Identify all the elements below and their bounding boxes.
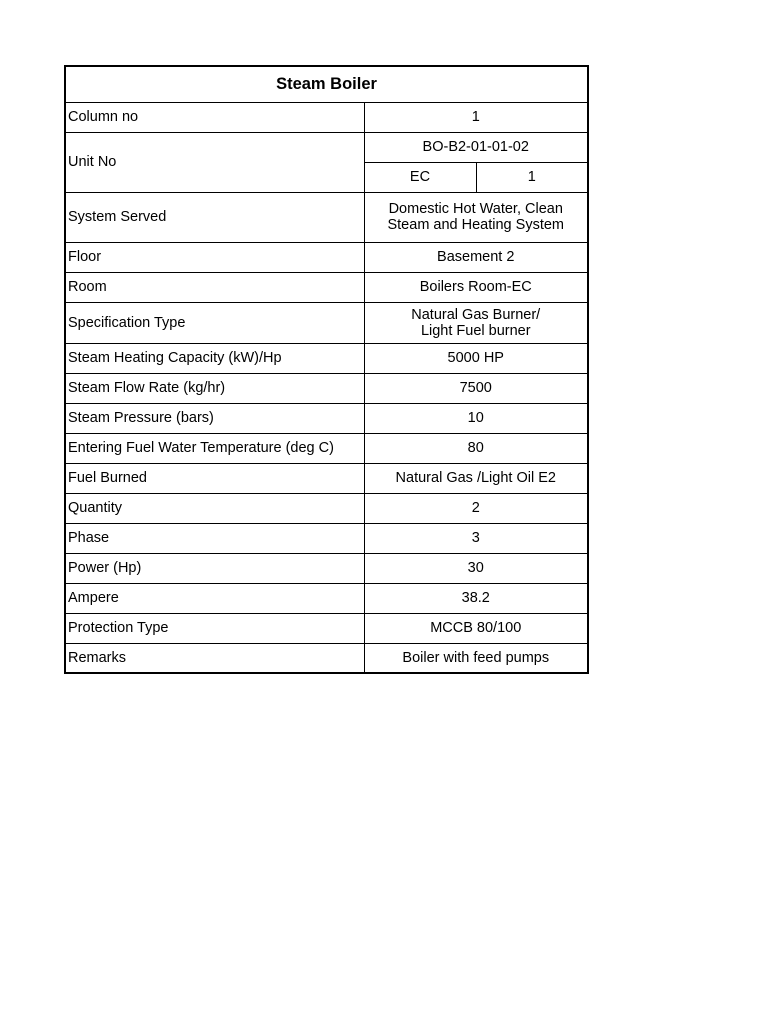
row-label-fuel-burned: Fuel Burned <box>65 463 364 493</box>
row-value-unit-no-ec-value: 1 <box>476 162 588 192</box>
row-label-steam-heating-capacity: Steam Heating Capacity (kW)/Hp <box>65 343 364 373</box>
row-value-specification-type <box>364 302 588 343</box>
row-label-system-served: System Served <box>65 192 364 242</box>
specification-type-line-1: Natural Gas Burner/ <box>411 306 541 323</box>
row-value-steam-pressure: 10 <box>364 403 588 433</box>
title-row <box>65 66 588 102</box>
table-row <box>65 242 588 272</box>
row-label-specification-type: Specification Type <box>65 302 364 343</box>
row-value-quantity: 2 <box>364 493 588 523</box>
table-row <box>65 403 588 433</box>
steam-boiler-table <box>64 65 589 674</box>
table-row <box>65 553 588 583</box>
row-label-column-no: Column no <box>65 102 364 132</box>
row-label-ampere: Ampere <box>65 583 364 613</box>
table-row <box>65 373 588 403</box>
row-label-power: Power (Hp) <box>65 553 364 583</box>
row-value-unit-no-ec-label: EC <box>364 162 476 192</box>
table-row <box>65 302 588 343</box>
row-value-steam-flow-rate: 7500 <box>364 373 588 403</box>
row-value-steam-heating-capacity: 5000 HP <box>364 343 588 373</box>
system-served-line-2: Steam and Heating System <box>387 217 564 233</box>
row-value-floor: Basement 2 <box>364 242 588 272</box>
row-label-phase: Phase <box>65 523 364 553</box>
row-value-column-no: 1 <box>364 102 588 132</box>
row-value-power: 30 <box>364 553 588 583</box>
row-label-floor: Floor <box>65 242 364 272</box>
row-label-entering-fuel-water-temperature: Entering Fuel Water Temperature (deg C) <box>65 433 364 463</box>
table-row <box>65 192 588 242</box>
row-value-ampere: 38.2 <box>364 583 588 613</box>
row-label-steam-pressure: Steam Pressure (bars) <box>65 403 364 433</box>
table-row <box>65 343 588 373</box>
table-row <box>65 613 588 643</box>
table-row <box>65 272 588 302</box>
table-row <box>65 523 588 553</box>
row-value-fuel-burned: Natural Gas /Light Oil E2 <box>364 463 588 493</box>
row-label-unit-no: Unit No <box>65 132 364 192</box>
table-row <box>65 463 588 493</box>
row-label-steam-flow-rate: Steam Flow Rate (kg/hr) <box>65 373 364 403</box>
table-row <box>65 433 588 463</box>
specification-type-line-2: Light Fuel burner <box>420 322 531 339</box>
row-value-protection-type: MCCB 80/100 <box>364 613 588 643</box>
row-value-room: Boilers Room-EC <box>364 272 588 302</box>
row-value-phase: 3 <box>364 523 588 553</box>
row-label-protection-type: Protection Type <box>65 613 364 643</box>
table-row <box>65 102 588 132</box>
row-value-system-served <box>364 192 588 242</box>
row-label-remarks: Remarks <box>65 643 364 673</box>
row-value-remarks: Boiler with feed pumps <box>364 643 588 673</box>
row-label-room: Room <box>65 272 364 302</box>
table-row <box>65 132 588 162</box>
system-served-line-1: Domestic Hot Water, Clean <box>388 201 563 217</box>
table-row <box>65 583 588 613</box>
row-value-entering-fuel-water-temperature: 80 <box>364 433 588 463</box>
table-title: Steam Boiler <box>65 66 588 102</box>
row-label-quantity: Quantity <box>65 493 364 523</box>
table-row <box>65 493 588 523</box>
table-row <box>65 643 588 673</box>
row-value-unit-no: BO-B2-01-01-02 <box>364 132 588 162</box>
